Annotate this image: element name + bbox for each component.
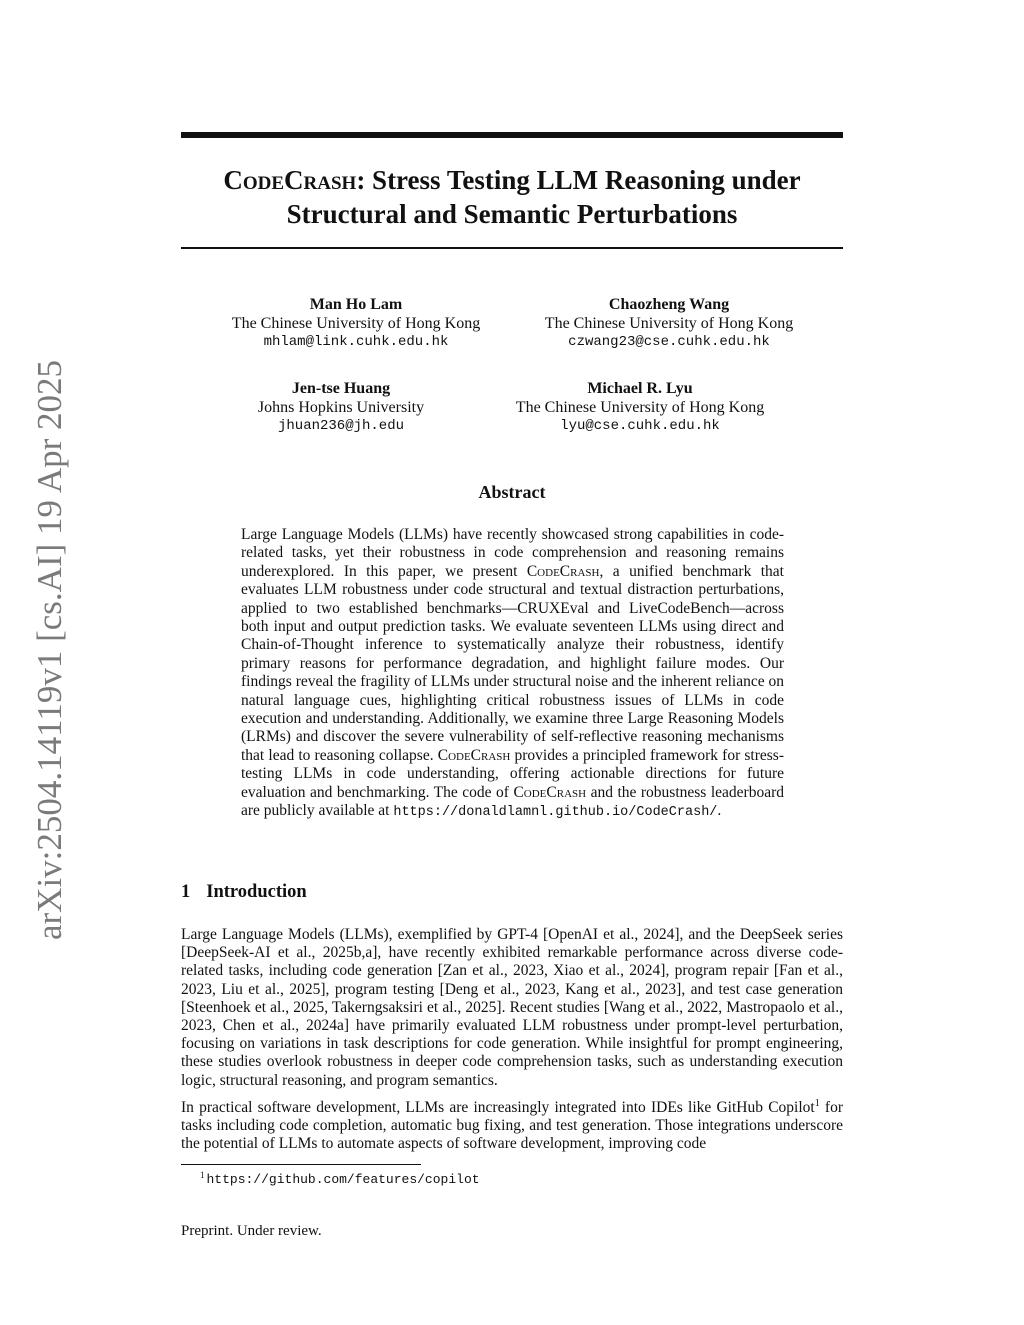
preprint-notice: Preprint. Under review. (181, 1223, 322, 1239)
paper-title (181, 163, 843, 231)
title-bottom-rule (181, 247, 843, 249)
title-line1-rest: : Stress Testing LLM Reasoning under (356, 165, 801, 195)
section-title: Introduction (206, 882, 307, 902)
author-affiliation: Johns Hopkins University (257, 398, 425, 416)
author-email: jhuan236@jh.edu (277, 418, 405, 434)
title-system-name: CodeCrash (223, 165, 357, 195)
author-affiliation: The Chinese University of Hong Kong (544, 314, 794, 332)
author-affiliation: The Chinese University of Hong Kong (515, 398, 765, 416)
author-name: Jen-tse Huang (291, 380, 391, 397)
arxiv-identifier: arXiv:2504.14119v1 [cs.AI] 19 Apr 2025 (30, 359, 69, 941)
author-block (519, 296, 819, 352)
title-top-rule (181, 132, 843, 138)
author-block (206, 296, 506, 352)
intro-paragraph-1: Large Language Models (LLMs), exemplified by GPT-4 [OpenAI et al., 2024], and the DeepSeek series [DeepSeek-AI et al., 2025b,a], have recently exhibited remarkable performance across diverse code-related tasks, including code generation [Zan et al., 2023, Xiao et al., 2024], program repair [Fan et al., 2023, Liu et al., 2025], program testing [Deng et al., 2023, Kang et al., 2023], and test case generation [Steenhoek et al., 2025, Takerngsaksiri et al., 2025]. Recent studies [Wang et al., 2022, Mastropaolo et al., 2023, Chen et al., 2024a] have primarily evaluated LLM robustness under prompt-level perturbation, focusing on variations in task descriptions for code generation. While insightful for prompt engineering, these studies overlook robustness in deeper code comprehension tasks, such as understanding execution logic, structural reasoning, and program semantics. (181, 926, 843, 1089)
section-heading-introduction (181, 882, 307, 903)
footnote-rule (181, 1164, 421, 1165)
footnote-url-link[interactable]: https://github.com/features/copilot (206, 1172, 480, 1187)
section-number: 1 (181, 882, 191, 902)
footnote-marker[interactable]: 1 (814, 1097, 820, 1109)
code-url-link[interactable]: https://donaldlamnl.github.io/CodeCrash/ (393, 805, 718, 821)
footnote (200, 1169, 480, 1187)
author-name: Michael R. Lyu (587, 380, 693, 397)
author-block (191, 380, 491, 436)
author-affiliation: The Chinese University of Hong Kong (231, 314, 481, 332)
title-line2: Structural and Semantic Perturbations (286, 199, 738, 229)
abstract-heading: Abstract (478, 482, 546, 502)
author-name: Chaozheng Wang (608, 296, 730, 313)
author-block (490, 380, 790, 436)
author-email: czwang23@cse.cuhk.edu.hk (568, 334, 770, 350)
footnote-mark: 1 (200, 1169, 205, 1180)
author-name: Man Ho Lam (309, 296, 403, 313)
author-email: lyu@cse.cuhk.edu.hk (560, 418, 720, 434)
abstract-text: Large Language Models (LLMs) have recently showcased strong capabilities in code-related tasks, yet their robustness in code comprehension and reasoning remains underexplored. In this paper, we present CodeCrash, a unified benchmark that evaluates LLM robustness under code structural and textual distraction perturbations, applied to two established benchmarks—CRUXEval and LiveCodeBench—across both input and output prediction tasks. We evaluate seventeen LLMs using direct and Chain-of-Thought inference to systematically analyze their robustness, identify primary reasons for performance degradation, and highlight failure modes. Our findings reveal the fragility of LLMs under structural noise and the inherent reliance on natural language cues, highlighting critical robustness issues of LLMs in code execution and understanding. Additionally, we examine three Large Reasoning Models (LRMs) and discover the severe vulnerability of self-reflective reasoning mechanisms that lead to reasoning collapse. CodeCrash provides a principled framework for stress-testing LLMs in code understanding, offering actionable directions for future evaluation and benchmarking. The code of CodeCrash and the robustness leaderboard are publicly available at https://donaldlamnl.github.io/CodeCrash/. (241, 526, 784, 821)
intro-paragraph-2: In practical software development, LLMs are increasingly integrated into IDEs like GitHub Copilot$^1$ for tasks including code completion, automatic bug fixing, and test generation. Those integrations underscore the potential of LLMs to automate aspects of software development, improving code (181, 1097, 844, 1153)
author-email: mhlam@link.cuhk.edu.hk (263, 334, 449, 350)
